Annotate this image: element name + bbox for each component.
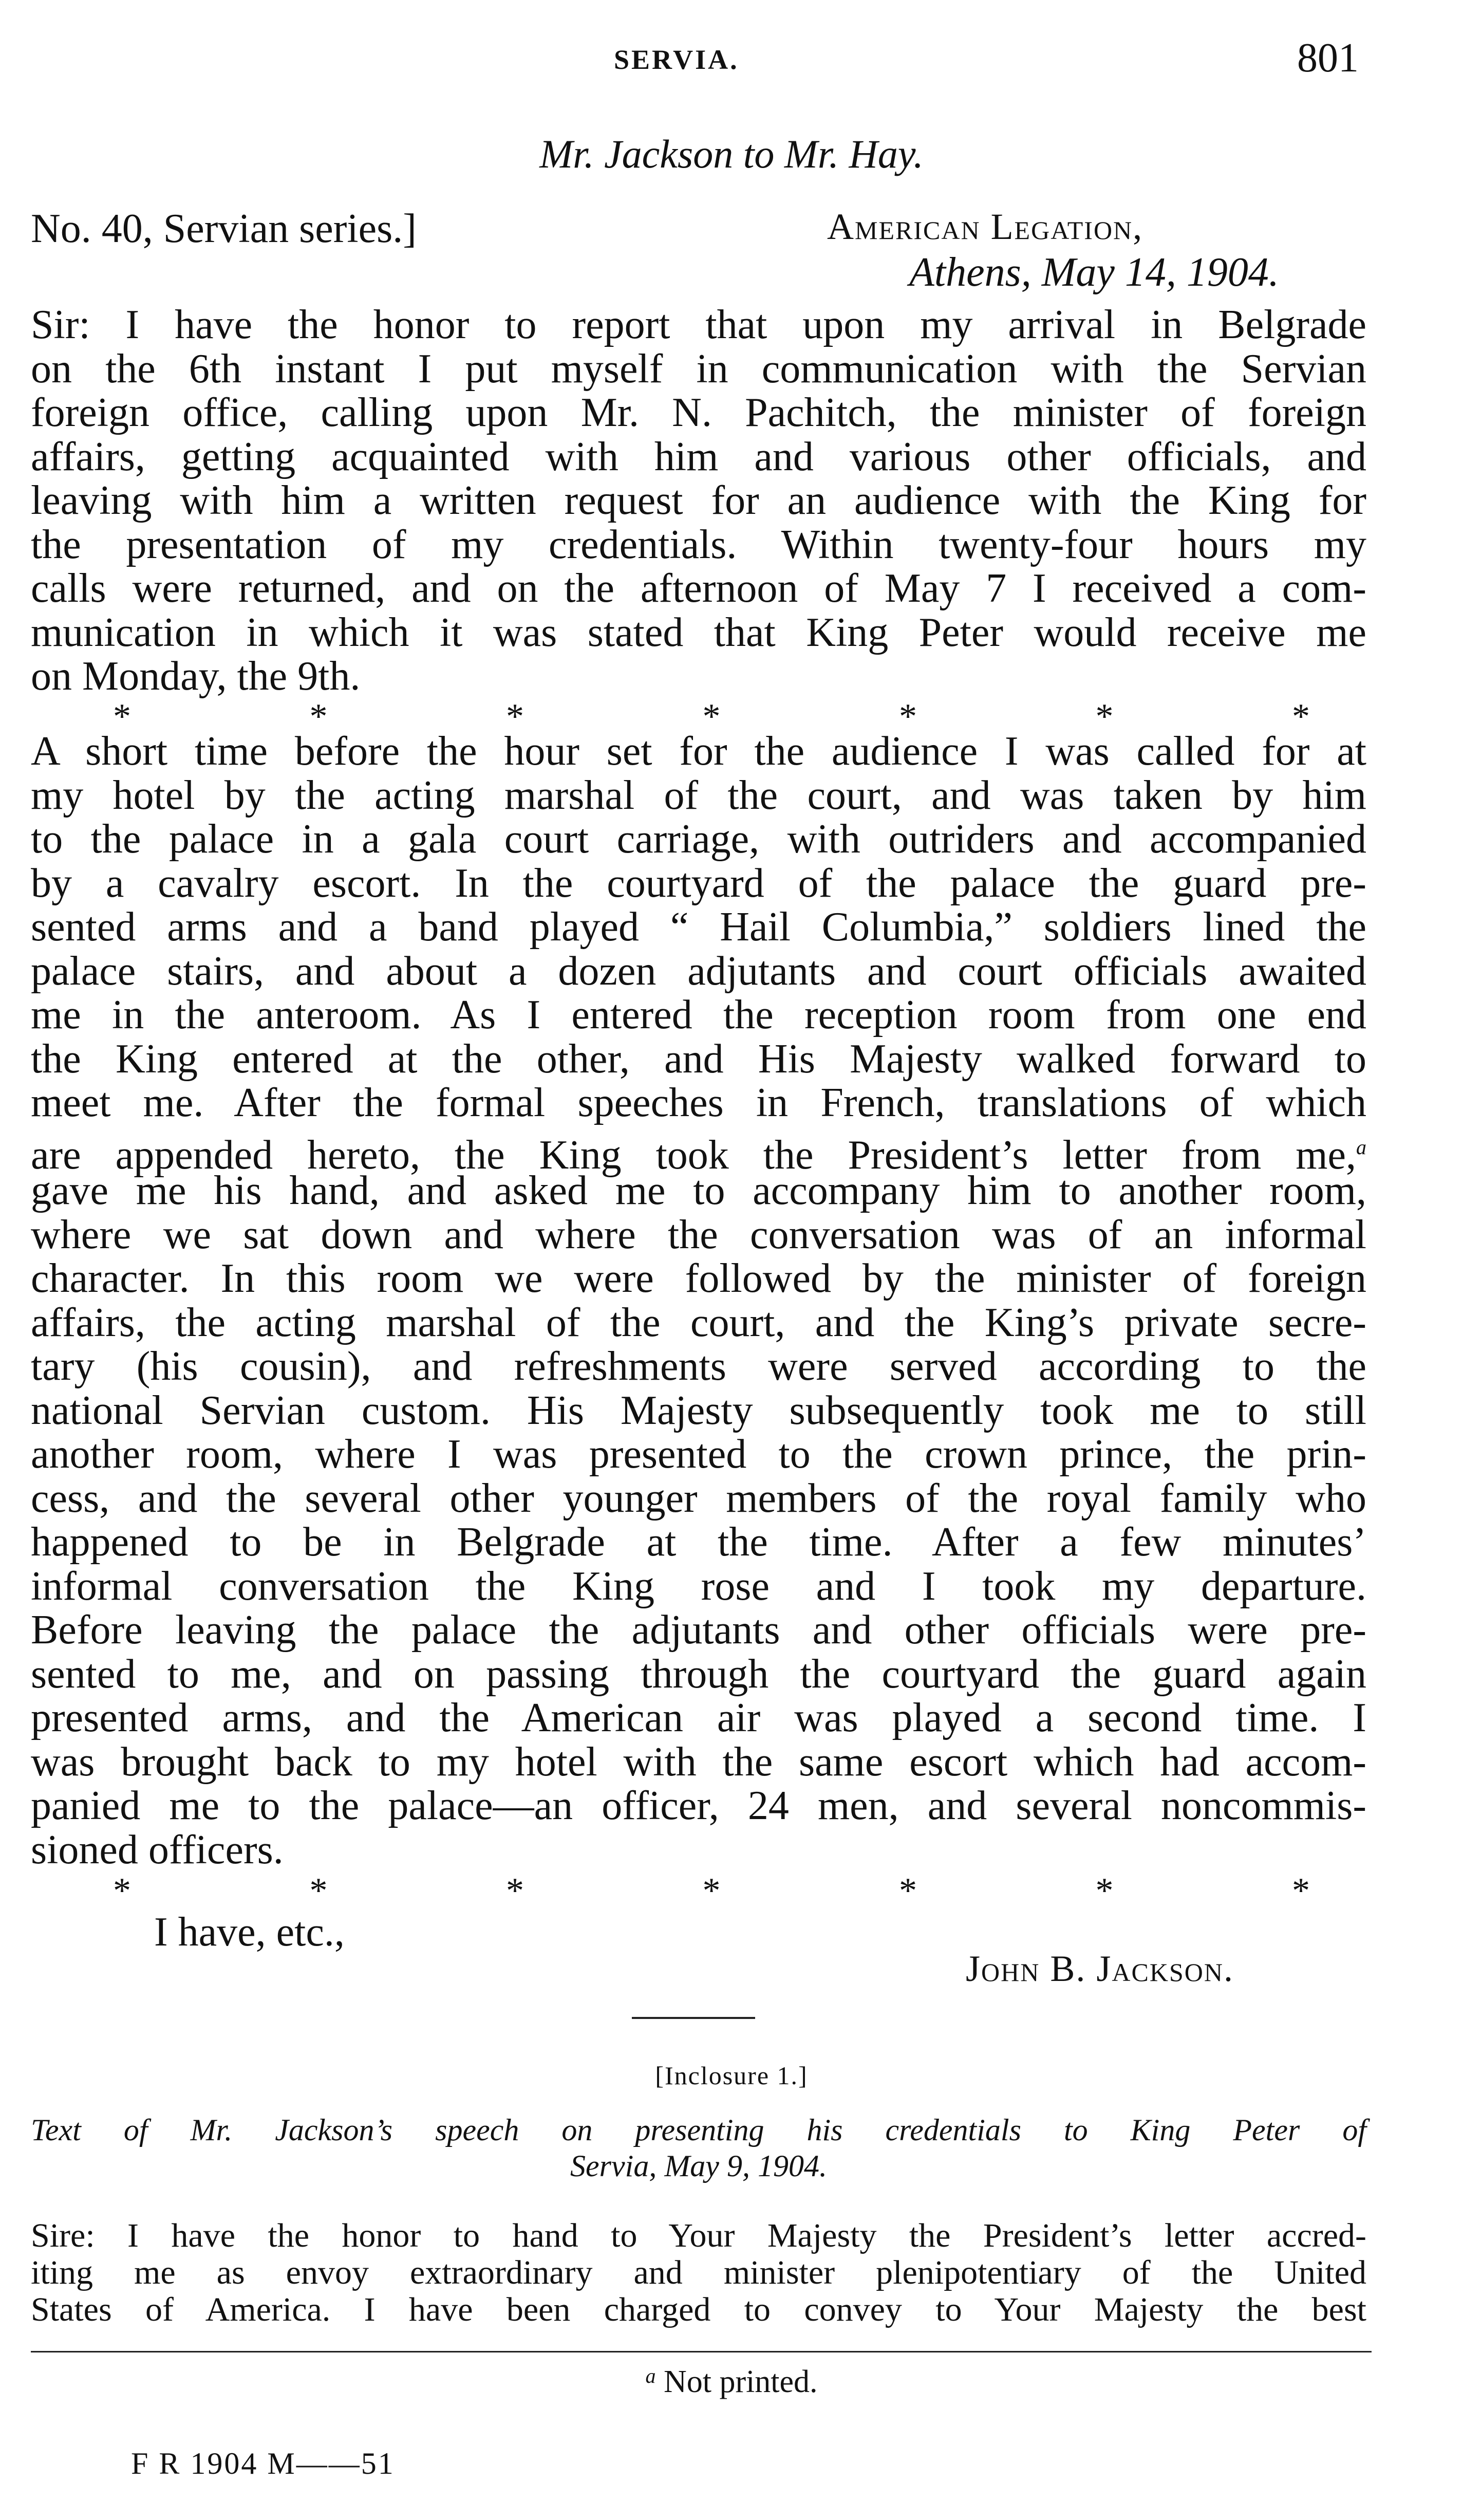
speech-body bbox=[31, 2217, 1366, 2328]
footnote bbox=[0, 2364, 1463, 2400]
asterisk: * bbox=[1095, 697, 1114, 736]
text-line: happened to be in Belgrade at the time. After a few minutes’ bbox=[31, 1520, 1366, 1565]
paragraph-2 bbox=[31, 730, 1366, 1872]
text-line: the presentation of my credentials. Within twenty-four hours my bbox=[31, 522, 1366, 567]
text-line: munication in which it was stated that King Peter would receive me bbox=[31, 609, 1366, 655]
text-line: States of America. I have been charged to convey to Your Majesty the best bbox=[31, 2291, 1366, 2328]
signature: John B. Jackson. bbox=[966, 1948, 1234, 1989]
asterisk: * bbox=[1292, 697, 1310, 736]
asterisk: * bbox=[702, 697, 721, 736]
text-line: Sir: I have the honor to report that upon my arrival in Belgrade bbox=[31, 302, 1366, 347]
text-line-with-footnote bbox=[31, 1125, 1366, 1178]
paragraph-1 bbox=[31, 303, 1366, 699]
text-line: A short time before the hour set for the audience I was called for at bbox=[31, 729, 1366, 774]
footnote-text: Not printed. bbox=[663, 2364, 818, 2399]
text-line: sented to me, and on passing through the courtyard the guard again bbox=[31, 1651, 1366, 1697]
running-title: SERVIA. bbox=[614, 44, 739, 75]
text-line: to the palace in a gala court carriage, with outriders and accompanied bbox=[31, 817, 1366, 862]
text-line: gave me his hand, and asked me to accompany him to another room, bbox=[31, 1168, 1366, 1213]
asterisk: * bbox=[506, 1871, 524, 1911]
text-line: was brought back to my hotel with the same escort which had accom- bbox=[31, 1739, 1366, 1785]
text-line: sented arms and a band played “ Hail Columbia,” soldiers lined the bbox=[31, 904, 1366, 950]
text-line: the King entered at the other, and His Majesty walked forward to bbox=[31, 1036, 1366, 1082]
legation-address: American Legation, bbox=[827, 206, 1143, 247]
text-line: affairs, the acting marshal of the court, and the King’s private secre- bbox=[31, 1300, 1366, 1345]
text-line: another room, where I was presented to the crown prince, the prin- bbox=[31, 1432, 1366, 1477]
text-line: informal conversation the King rose and I took my departure. bbox=[31, 1563, 1366, 1609]
text-line: affairs, getting acquainted with him and various other officials, and bbox=[31, 434, 1366, 479]
text-line: cess, and the several other younger members of the royal family who bbox=[31, 1475, 1366, 1521]
ellipsis-asterisks bbox=[31, 1870, 1366, 1912]
printer-signature-mark: F R 1904 M——51 bbox=[131, 2447, 395, 2480]
asterisk: * bbox=[899, 697, 917, 736]
asterisk: * bbox=[506, 697, 524, 736]
text-line: where we sat down and where the conversation was of an informal bbox=[31, 1212, 1366, 1257]
text-line: tary (his cousin), and refreshments were served according to the bbox=[31, 1344, 1366, 1389]
text-line: Sire: I have the honor to hand to Your Majesty the President’s letter accred- bbox=[31, 2217, 1366, 2254]
text-line: me in the anteroom. As I entered the reception room from one end bbox=[31, 992, 1366, 1037]
series-reference: No. 40, Servian series.] bbox=[31, 206, 417, 251]
text-line: on the 6th instant I put myself in communication with the Servian bbox=[31, 346, 1366, 392]
text-line: my hotel by the acting marshal of the court, and was taken by him bbox=[31, 772, 1366, 818]
asterisk: * bbox=[899, 1871, 917, 1911]
text-line: calls were returned, and on the afternoon of May 7 I received a com- bbox=[31, 566, 1366, 611]
text-line: presented arms, and the American air was played a second time. I bbox=[31, 1695, 1366, 1740]
asterisk: * bbox=[1292, 1871, 1310, 1911]
text-fragment: are appended hereto, the King took the President’s letter from me, bbox=[31, 1132, 1356, 1178]
footnote-marker: a bbox=[645, 2364, 656, 2387]
speech-title bbox=[31, 2112, 1366, 2184]
footnote-marker: a bbox=[1356, 1135, 1366, 1159]
text-line: panied me to the palace—an officer, 24 men, and several noncommis- bbox=[31, 1783, 1366, 1828]
text-line: character. In this room we were followed by the minister of foreign bbox=[31, 1256, 1366, 1301]
inclosure-label: [Inclosure 1.] bbox=[655, 2061, 808, 2090]
section-divider bbox=[632, 2017, 755, 2019]
text-line: palace stairs, and about a dozen adjutants and court officials awaited bbox=[31, 948, 1366, 994]
text-line: leaving with him a written request for an audience with the King for bbox=[31, 478, 1366, 523]
asterisk: * bbox=[113, 1871, 131, 1911]
text-line: foreign office, calling upon Mr. N. Pachitch, the minister of foreign bbox=[31, 390, 1366, 435]
asterisk: * bbox=[309, 1871, 328, 1911]
asterisk: * bbox=[1095, 1871, 1114, 1911]
text-line: sioned officers. bbox=[31, 1827, 284, 1873]
footnote-divider bbox=[31, 2351, 1372, 2352]
title-line: Text of Mr. Jackson’s speech on presenting his credentials to King Peter of bbox=[31, 2113, 1366, 2147]
location-date: Athens, May 14, 1904. bbox=[909, 250, 1279, 295]
asterisk: * bbox=[702, 1871, 721, 1911]
text-line: by a cavalry escort. In the courtyard of the palace the guard pre- bbox=[31, 860, 1366, 906]
text-line: national Servian custom. His Majesty subsequently took me to still bbox=[31, 1387, 1366, 1433]
letter-heading: Mr. Jackson to Mr. Hay. bbox=[539, 132, 924, 176]
page-number: 801 bbox=[1297, 35, 1359, 81]
text-line: on Monday, the 9th. bbox=[31, 654, 361, 699]
closing-phrase: I have, etc., bbox=[154, 1910, 345, 1955]
title-line: Servia, May 9, 1904. bbox=[570, 2149, 827, 2183]
asterisk: * bbox=[309, 697, 328, 736]
text-line: Before leaving the palace the adjutants and other officials were pre- bbox=[31, 1607, 1366, 1653]
asterisk: * bbox=[113, 697, 131, 736]
text-line: iting me as envoy extraordinary and minister plenipotentiary of the United bbox=[31, 2254, 1366, 2291]
text-line: meet me. After the formal speeches in French, translations of which bbox=[31, 1080, 1366, 1125]
